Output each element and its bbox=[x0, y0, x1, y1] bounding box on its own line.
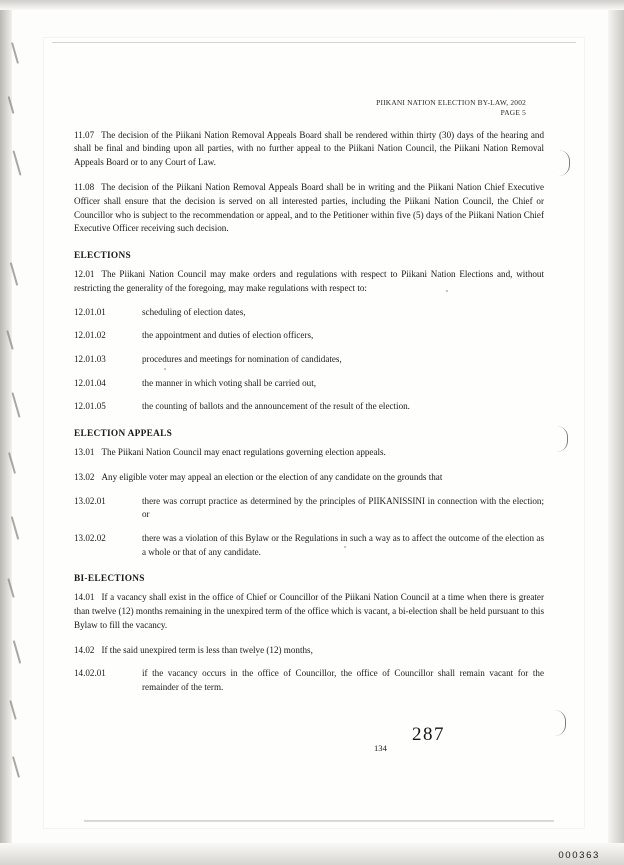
clause-paragraph bbox=[74, 268, 544, 296]
clause-number: 11.07 bbox=[74, 129, 95, 140]
clause-text: The Piikani Nation Council may make orders and regulations with respect to Piikani Nation Elections and, without restricting the generality of the foregoing, may make regulations with respect to: bbox=[74, 269, 544, 293]
clause-paragraph bbox=[74, 446, 544, 460]
subclause-text: the counting of ballots and the announcement of the result of the election. bbox=[142, 401, 410, 412]
clause-number: 13.02 bbox=[74, 471, 95, 482]
header-title: PIIKANI NATION ELECTION BY-LAW, 2002 bbox=[376, 98, 526, 107]
page-curl-mark bbox=[555, 710, 566, 736]
subclause-item bbox=[74, 667, 544, 694]
scan-edge-bottom bbox=[0, 843, 624, 865]
clause-number: 14.02 bbox=[74, 644, 95, 655]
subclause-text: there was corrupt practice as determined by the principles of PIIKANISSINI in connection with the election; or bbox=[142, 495, 544, 520]
clause-paragraph bbox=[74, 129, 544, 170]
clause-number: 12.01 bbox=[74, 269, 95, 280]
scan-identifier: 000363 bbox=[558, 850, 600, 861]
clause-text: If the said unexpired term is less than twelve (12) months, bbox=[101, 644, 313, 655]
page-curl-mark bbox=[559, 150, 570, 176]
page-curl-mark bbox=[557, 426, 568, 452]
subclause-number: 12.01.04 bbox=[74, 377, 106, 388]
subclause-item bbox=[74, 400, 544, 414]
subclause-item bbox=[74, 495, 544, 522]
clause-paragraph bbox=[74, 471, 544, 485]
subclause-text: procedures and meetings for nomination of candidates, bbox=[142, 354, 342, 365]
spine-mark bbox=[13, 640, 22, 664]
subclause-text: the appointment and duties of election officers, bbox=[142, 330, 314, 341]
clause-text: If a vacancy shall exist in the office of Chief or Councillor of the Piikani Nation Council at a time when there is greater than twelve (12) months remaining in the unexpired term of the office which is vacant, a bi-election shall be held pursuant to this Bylaw to fill the vacancy. bbox=[74, 592, 544, 630]
folio-number-stamp: 287 bbox=[412, 724, 445, 745]
section-heading-election-appeals: ELECTION APPEALS bbox=[74, 429, 173, 440]
sheet-top-rule bbox=[52, 42, 576, 43]
subclause-item bbox=[74, 377, 544, 391]
spine-mark bbox=[11, 516, 20, 540]
clause-paragraph bbox=[74, 181, 544, 236]
clause-paragraph bbox=[74, 644, 544, 658]
document-body bbox=[74, 98, 544, 695]
subclause-number: 12.01.02 bbox=[74, 330, 106, 341]
subclause-text: the manner in which voting shall be carried out, bbox=[142, 377, 316, 388]
subclause-item bbox=[74, 353, 544, 367]
scan-edge-right bbox=[608, 0, 624, 865]
clause-number: 14.01 bbox=[74, 592, 95, 603]
scan-edge-top bbox=[0, 0, 624, 10]
subclause-number: 12.01.05 bbox=[74, 401, 106, 412]
header-page-label: PAGE 5 bbox=[500, 108, 526, 118]
document-sheet bbox=[44, 38, 584, 828]
clause-text: Any eligible voter may appeal an election or the election of any candidate on the grounds that bbox=[101, 471, 443, 482]
spine-mark bbox=[11, 392, 20, 418]
subclause-text: scheduling of election dates, bbox=[142, 306, 246, 317]
scan-edge-left bbox=[0, 0, 12, 865]
spine-mark bbox=[12, 150, 21, 176]
subclause-text: there was a violation of this Bylaw or the Regulations in such a way as to affect the outcome of the election as a whole or that of any candidate. bbox=[142, 532, 544, 557]
clause-text: The decision of the Piikani Nation Removal Appeals Board shall be rendered within thirty (30) days of the hearing and shall be final and binding upon all parties, with no further appeal to the Piikani Nation Council, the Piikani Nation Removal Appeals Board or to any Court of Law. bbox=[74, 129, 544, 168]
spine-mark bbox=[11, 42, 19, 64]
document-header bbox=[74, 98, 526, 118]
clause-number: 11.08 bbox=[74, 181, 95, 192]
clause-text: The Piikani Nation Council may enact regulations governing election appeals. bbox=[101, 447, 386, 458]
spine-mark bbox=[12, 756, 20, 778]
subclause-number: 12.01.03 bbox=[74, 354, 106, 365]
sheet-bottom-rule bbox=[84, 820, 554, 822]
subclause-number: 14.02.01 bbox=[74, 668, 106, 679]
clause-number: 13.01 bbox=[74, 447, 95, 458]
subclause-item bbox=[74, 329, 544, 343]
section-heading-elections: ELECTIONS bbox=[74, 251, 131, 262]
subclause-text: if the vacancy occurs in the office of Councillor, the office of Councillor shall remain vacant for the remainder of the term. bbox=[142, 668, 544, 693]
subclause-item bbox=[74, 306, 544, 320]
section-heading-bi-elections: BI-ELECTIONS bbox=[74, 574, 145, 585]
subclause-number: 13.02.02 bbox=[74, 532, 106, 543]
folio-number-small: 134 bbox=[374, 743, 387, 753]
subclause-number: 13.02.01 bbox=[74, 495, 106, 506]
clause-text: The decision of the Piikani Nation Removal Appeals Board shall be in writing and the Piikani Nation Chief Executive Officer shall ensure that the decision is served on all interested parties, including the Piikani Nation Council, the Chief or Councillor who is subject to the recommendation or appeal, and to the Petitioner within five (5) days of the Piikani Nation Chief Executive Officer receiving such decision. bbox=[74, 181, 544, 234]
subclause-number: 12.01.01 bbox=[74, 306, 106, 317]
clause-paragraph bbox=[74, 591, 544, 632]
subclause-item bbox=[74, 532, 544, 559]
